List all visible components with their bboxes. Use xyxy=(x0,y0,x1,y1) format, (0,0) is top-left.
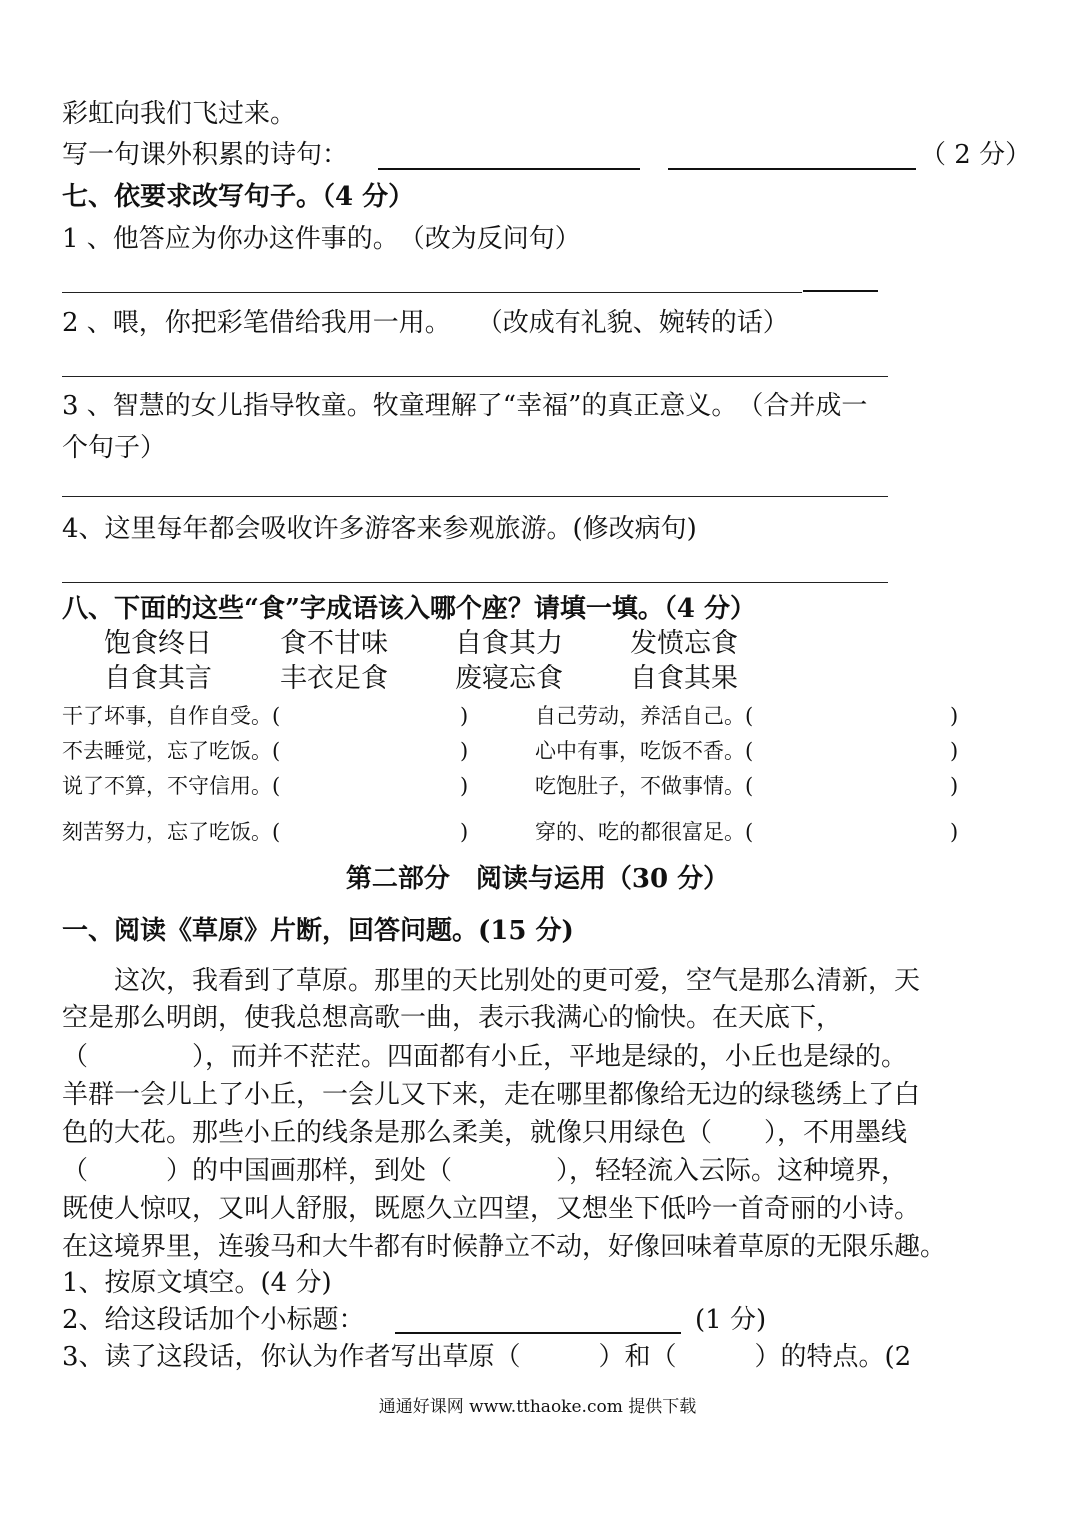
passage-line: 这次，我看到了草原。那里的天比别处的更可爱，空气是那么清新，天 xyxy=(62,966,921,996)
passage-line: 羊群一会儿上了小丘，一会儿又下来，走在哪里都像给无边的绿毯绣上了白 xyxy=(62,1080,921,1110)
idiom: 食不甘味 xyxy=(280,628,388,659)
idiom: 发愤忘食 xyxy=(630,628,738,659)
section-7-title: 七、依要求改写句子。（4 分） xyxy=(62,182,415,212)
footer-text: 通通好课网 www.tthaoke.com 提供下载 xyxy=(378,1397,697,1417)
sec7-question-2: 2 、喂，你把彩笔借给我用一用。 （改成有礼貌、婉转的话） xyxy=(62,308,789,338)
answer-line-4[interactable] xyxy=(62,582,888,583)
sec7-question-4: 4、这里每年都会吸收许多游客来参观旅游。(修改病句) xyxy=(62,514,697,544)
part-2-heading: 第二部分 阅读与运用（30 分） xyxy=(345,864,730,894)
clue-close: ) xyxy=(460,774,469,798)
idiom: 丰衣足食 xyxy=(280,663,388,694)
clue-close: ) xyxy=(460,739,469,763)
clue-left-3: 说了不算，不守信用。( xyxy=(62,774,281,798)
passage-line: 空是那么明朗，使我总想高歌一曲，表示我满心的愉快。在天底下， xyxy=(62,1003,843,1033)
clue-right-3: 吃饱肚子，不做事情。( xyxy=(535,774,754,798)
clue-right-4: 穿的、吃的都很富足。( xyxy=(535,820,754,844)
clue-close: ) xyxy=(950,739,959,763)
passage-line: （ ），而并不茫茫。四面都有小丘，平地是绿的，小丘也是绿的。 xyxy=(62,1042,908,1072)
text-line: 彩虹向我们飞过来。 xyxy=(62,99,297,129)
poem-score: （ 2 分） xyxy=(920,140,1032,170)
idiom: 自食其力 xyxy=(455,628,563,659)
idiom: 废寝忘食 xyxy=(455,663,563,694)
section-8-title: 八、下面的这些“食”字成语该入哪个座？请填一填。（4 分） xyxy=(62,594,757,624)
title-answer-blank[interactable] xyxy=(395,1332,681,1334)
clue-close: ) xyxy=(460,704,469,728)
idiom: 自食其言 xyxy=(104,663,212,694)
answer-line-3[interactable] xyxy=(62,496,888,497)
sec7-question-1: 1 、他答应为你办这件事的。 （改为反问句） xyxy=(62,224,581,254)
answer-line-1-tail xyxy=(803,290,878,292)
reading-question-1-title: 一、阅读《草原》片断，回答问题。(15 分) xyxy=(62,916,574,946)
idiom: 饱食终日 xyxy=(104,628,212,659)
idiom: 自食其果 xyxy=(630,663,738,694)
poem-prompt: 写一句课外积累的诗句： xyxy=(62,140,349,170)
clue-close: ) xyxy=(460,820,469,844)
passage-line: 在这境界里，连骏马和大牛都有时候静立不动，好像回味着草原的无限乐趣。 xyxy=(62,1232,947,1262)
clue-close: ) xyxy=(950,704,959,728)
poem-answer-blank-2[interactable] xyxy=(668,168,916,170)
poem-answer-blank-1[interactable] xyxy=(378,168,640,170)
clue-right-2: 心中有事，吃饭不香。( xyxy=(535,739,754,763)
answer-line-2[interactable] xyxy=(62,376,888,377)
clue-right-1: 自己劳动，养活自己。( xyxy=(535,704,754,728)
clue-close: ) xyxy=(950,774,959,798)
poem-question xyxy=(62,138,348,172)
sub-question-1: 1、按原文填空。(4 分) xyxy=(62,1268,332,1298)
passage-line: （ ）的中国画那样，到处（ ），轻轻流入云际。这种境界， xyxy=(62,1156,908,1186)
clue-left-4: 刻苦努力，忘了吃饭。( xyxy=(62,820,281,844)
sub-question-3: 3、读了这段话，你认为作者写出草原（ ）和（ ）的特点。(2 xyxy=(62,1342,912,1372)
clue-left-2: 不去睡觉，忘了吃饭。( xyxy=(62,739,281,763)
sub-question-2: 2、给这段话加个小标题： xyxy=(62,1305,365,1335)
sec7-question-3: 3 、智慧的女儿指导牧童。牧童理解了“幸福”的真正意义。 （合并成一 xyxy=(62,391,868,421)
passage-line: 既使人惊叹，又叫人舒服，既愿久立四望，又想坐下低吟一首奇丽的小诗。 xyxy=(62,1194,921,1224)
sec7-question-3-cont: 个句子） xyxy=(62,433,167,463)
passage-line: 色的大花。那些小丘的线条是那么柔美，就像只用绿色（ ），不用墨线 xyxy=(62,1118,908,1148)
clue-close: ) xyxy=(950,820,959,844)
sub-question-2-score: (1 分) xyxy=(695,1305,767,1335)
answer-line-1[interactable] xyxy=(62,292,802,293)
clue-left-1: 干了坏事，自作自受。( xyxy=(62,704,281,728)
